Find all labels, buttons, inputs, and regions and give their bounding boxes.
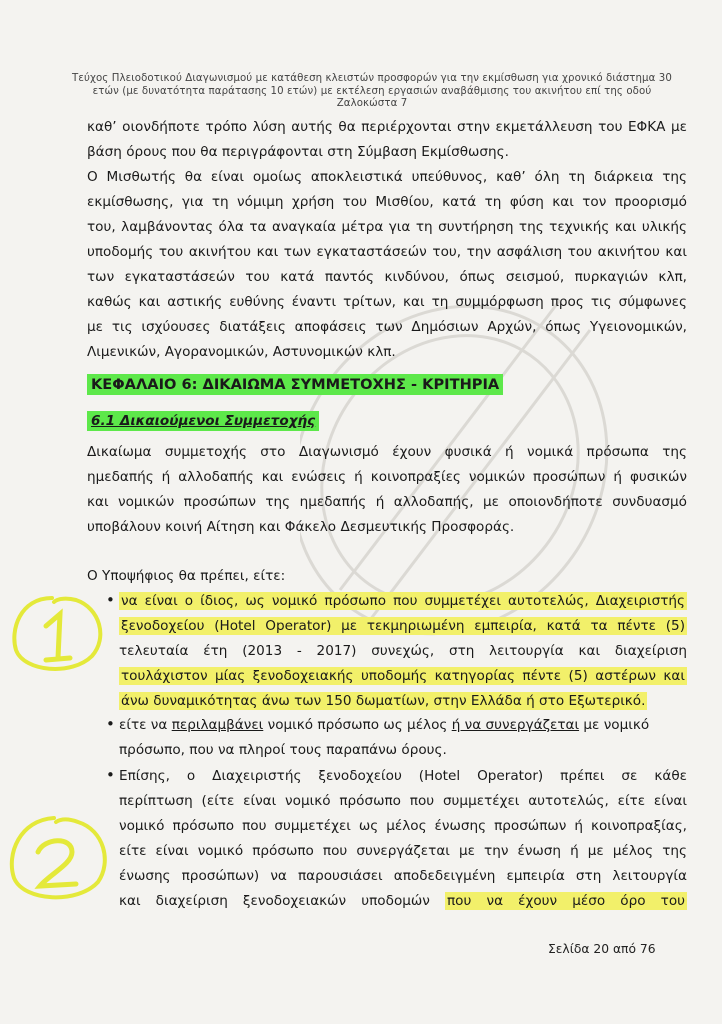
chapter-heading: [87, 376, 687, 394]
body-text-line: καθώς και αστικής ευθύνης έναντι τρίτων, και τη συμμόρφωση προς τις σύμφωνες: [87, 294, 687, 310]
body-text-line: με τις ισχύουσες διατάξεις αποφάσεις των Δημόσιων Αρχών, όπως Υγειονομικών,: [87, 319, 687, 335]
bullet-text-line: άνω δυναμικότητας άνω των 150 δωματίων, στην Ελλάδα ή στο Εξωτερικό.: [121, 693, 646, 709]
section-heading: [87, 412, 687, 430]
bullet-text-line: περίπτωση (είτε είναι νομικό πρόσωπο που συμμετέχει αυτοτελώς, είτε είναι: [119, 793, 687, 809]
bullet-icon: •: [106, 715, 115, 733]
chapter-title: ΚΕΦΑΛΑΙΟ 6: ΔΙΚΑΙΩΜΑ ΣΥΜΜΕΤΟΧΗΣ - ΚΡΙΤΗΡΙΑ: [87, 374, 503, 395]
body-text-line: ημεδαπής ή αλλοδαπής και ενώσεις ή κοινοπραξίες νομικών προσώπων ή φυσικών: [87, 469, 687, 485]
body-text-line: υποδομής του ακινήτου και των εγκαταστάσεών του, την ασφάλιση του ακινήτου και: [87, 244, 687, 260]
bullet-text-line: Επίσης, ο Διαχειριστής ξενοδοχείου (Hotel Operator) πρέπει σε κάθε: [119, 768, 687, 784]
body-text-line: του, λαμβάνοντας όλα τα αναγκαία μέτρα για τη συντήρηση της τεχνικής και υλικής: [87, 219, 687, 235]
handwritten-circled-one-mark: [2, 590, 112, 680]
body-text-line: Ο Υποψήφιος θα πρέπει, είτε:: [87, 568, 286, 584]
bullet-text-line: ένωσης προσώπων) να παρουσιάσει αποδεδειγμένη εμπειρία στη λειτουργία: [119, 868, 687, 884]
bullet-text-line: είτε να περιλαμβάνει νομικό πρόσωπο ως μέλος ή να συνεργάζεται με νομικό: [119, 717, 650, 733]
body-text-line: των εγκαταστάσεών του κατά παντός κινδύνου, όπως σεισμού, πυρκαγιών κλπ,: [87, 269, 687, 285]
bullet-text-line: τελευταία έτη (2013 - 2017) συνεχώς, στη λειτουργία και διαχείριση: [119, 643, 687, 659]
bullet-text-line: να είναι ο ίδιος, ως νομικό πρόσωπο που συμμετέχει αυτοτελώς, Διαχειριστής: [121, 593, 685, 609]
header-line: Ζαλοκώστα 7: [336, 98, 408, 109]
bullet-text-line: είτε είναι νομικό πρόσωπο που συνεργάζεται με την ένωση ή με μέλος της: [119, 843, 687, 859]
header-line: ετών (με δυνατότητα παράτασης 10 ετών) με εκτέλεση εργασιών αναβάθμισης του ακινήτου επί της οδού: [92, 85, 652, 97]
body-text-line: καθ’ οιονδήποτε τρόπο λύση αυτής θα περιέρχονται στην εκμετάλλευση του ΕΦΚΑ με: [87, 119, 687, 135]
body-text-line: εκμίσθωσης, για τη νόμιμη χρήση του Μισθίου, κατά τη φύση και τον προορισμό: [87, 194, 687, 210]
body-text-line: και νομικών προσώπων της ημεδαπής ή αλλοδαπής, με οποιονδήποτε συνδυασμό: [87, 494, 687, 510]
section-title: 6.1 Δικαιούμενοι Συμμετοχής: [87, 411, 319, 431]
header-line: Τεύχος Πλειοδοτικού Διαγωνισμού με κατάθεση κλειστών προσφορών για την εκμίσθωση για χρονικό διάστημα 30: [72, 73, 672, 84]
bullet-text-line: τουλάχιστον μίας ξενοδοχειακής υποδομής κατηγορίας πέντε (5) αστέρων και: [121, 668, 685, 684]
page-number: Σελίδα 20 από 76: [548, 942, 656, 956]
body-text-line: υποβάλουν κοινή Αίτηση και Φάκελο Δεσμευτικής Προσφοράς.: [87, 519, 515, 535]
bullet-icon: •: [106, 766, 115, 784]
bullet-text-line: νομικό πρόσωπο που συμμετέχει ως μέλος ένωσης προσώπων ή κοινοπραξίας,: [119, 818, 687, 834]
body-text-line: Ο Μισθωτής θα είναι ομοίως αποκλειστικά υπεύθυνος, καθ’ όλη τη διάρκεια της: [87, 169, 687, 185]
bullet-text-line: και διαχείριση ξενοδοχειακών υποδομών που να έχουν μέσο όρο του: [119, 893, 686, 909]
body-text-line: βάση όρους που θα περιγράφονται στη Σύμβαση Εκμίσθωσης.: [87, 144, 509, 160]
body-text-line: Δικαίωμα συμμετοχής στο Διαγωνισμό έχουν φυσικά ή νομικά πρόσωπα της: [87, 444, 687, 460]
body-text-line: Λιμενικών, Αγορανομικών, Αστυνομικών κλπ.: [87, 344, 396, 360]
bullet-icon: •: [106, 591, 115, 609]
bullet-text-line: πρόσωπο, που να πληροί τους παραπάνω όρους.: [119, 742, 447, 758]
document-header: [70, 73, 674, 111]
bullet-text-line: ξενοδοχείου (Hotel Operator) με τεκμηριωμένη εμπειρία, κατά τα πέντε (5): [121, 618, 685, 634]
handwritten-circled-two-mark: [0, 808, 115, 908]
